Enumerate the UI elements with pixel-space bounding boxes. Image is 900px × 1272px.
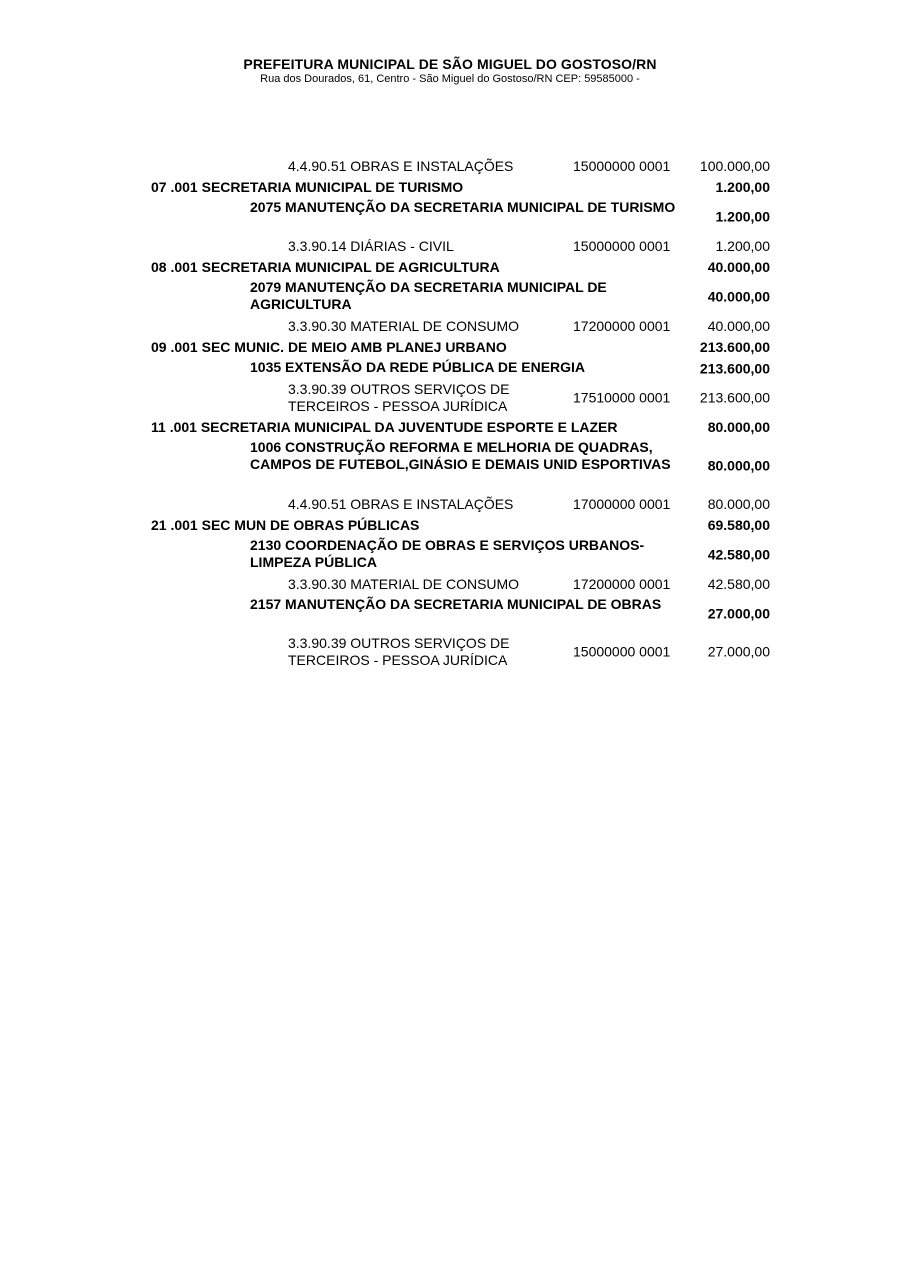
organ-description: 08 .001 SECRETARIA MUNICIPAL DE AGRICULTURA <box>151 259 500 275</box>
element-row <box>0 574 900 595</box>
element-description: 3.3.90.30 MATERIAL DE CONSUMO <box>288 576 520 592</box>
resource-source: 15000000 0001 <box>573 643 671 660</box>
amount: 1.200,00 <box>715 208 770 225</box>
amount: 42.580,00 <box>707 576 770 592</box>
element-row <box>0 494 900 515</box>
element-row <box>0 156 900 177</box>
page-address: Rua dos Dourados, 61, Centro - São Miguel do Gostoso/RN CEP: 59585000 - <box>260 73 640 85</box>
budget-table <box>0 156 900 671</box>
organ-description: 09 .001 SEC MUNIC. DE MEIO AMB PLANEJ URBANO <box>151 339 507 355</box>
action-description: 1006 CONSTRUÇÃO REFORMA E MELHORIA DE QUADRAS, CAMPOS DE FUTEBOL,GINÁSIO E DEMAIS UNID ESPORTIVAS <box>250 439 671 472</box>
organ-row <box>0 257 900 278</box>
amount: 40.000,00 <box>707 288 770 305</box>
organ-row <box>0 337 900 358</box>
amount: 80.000,00 <box>707 457 770 474</box>
amount: 42.580,00 <box>707 546 770 563</box>
action-description: 2079 MANUTENÇÃO DA SECRETARIA MUNICIPAL DE AGRICULTURA <box>250 279 607 312</box>
element-row <box>0 236 900 257</box>
amount: 69.580,00 <box>707 517 770 533</box>
element-description: 4.4.90.51 OBRAS E INSTALAÇÕES <box>288 158 514 174</box>
organ-description: 11 .001 SECRETARIA MUNICIPAL DA JUVENTUDE ESPORTE E LAZER <box>151 419 618 435</box>
resource-source: 17000000 0001 <box>573 496 671 512</box>
amount: 80.000,00 <box>707 419 770 435</box>
organ-row <box>0 177 900 198</box>
amount: 213.600,00 <box>699 389 770 406</box>
amount: 27.000,00 <box>707 605 770 622</box>
resource-source: 17510000 0001 <box>573 389 671 406</box>
page-title: PREFEITURA MUNICIPAL DE SÃO MIGUEL DO GOSTOSO/RN <box>243 56 657 72</box>
resource-source: 17200000 0001 <box>573 318 671 334</box>
action-row <box>0 595 900 633</box>
amount: 40.000,00 <box>707 259 770 275</box>
organ-description: 21 .001 SEC MUN DE OBRAS PÚBLICAS <box>151 517 420 533</box>
element-description: 3.3.90.39 OUTROS SERVIÇOS DE TERCEIROS - PESSOA JURÍDICA <box>288 635 510 668</box>
action-row <box>0 278 900 316</box>
element-description: 3.3.90.14 DIÁRIAS - CIVIL <box>288 238 454 254</box>
amount: 40.000,00 <box>707 318 770 334</box>
resource-source: 15000000 0001 <box>573 238 671 254</box>
amount: 213.600,00 <box>699 360 770 376</box>
action-row <box>0 198 900 236</box>
organ-description: 07 .001 SECRETARIA MUNICIPAL DE TURISMO <box>151 179 464 195</box>
amount: 1.200,00 <box>715 238 770 254</box>
action-row <box>0 438 900 494</box>
amount: 27.000,00 <box>707 643 770 660</box>
action-description: 2157 MANUTENÇÃO DA SECRETARIA MUNICIPAL DE OBRAS <box>250 596 662 612</box>
element-description: 3.3.90.30 MATERIAL DE CONSUMO <box>288 318 520 334</box>
organ-row <box>0 417 900 438</box>
resource-source: 17200000 0001 <box>573 576 671 592</box>
document-header <box>0 56 900 85</box>
amount: 213.600,00 <box>699 339 770 355</box>
element-row <box>0 316 900 337</box>
organ-row <box>0 515 900 536</box>
element-row <box>0 379 900 417</box>
element-row <box>0 633 900 671</box>
amount: 80.000,00 <box>707 496 770 512</box>
element-description: 4.4.90.51 OBRAS E INSTALAÇÕES <box>288 496 514 512</box>
amount: 1.200,00 <box>715 179 770 195</box>
resource-source: 15000000 0001 <box>573 158 671 174</box>
action-row <box>0 358 900 379</box>
action-description: 2130 COORDENAÇÃO DE OBRAS E SERVIÇOS URBANOS-LIMPEZA PÚBLICA <box>250 537 645 570</box>
action-description: 1035 EXTENSÃO DA REDE PÚBLICA DE ENERGIA <box>250 359 586 375</box>
action-row <box>0 536 900 574</box>
amount: 100.000,00 <box>699 158 770 174</box>
element-description: 3.3.90.39 OUTROS SERVIÇOS DE TERCEIROS - PESSOA JURÍDICA <box>288 381 510 414</box>
action-description: 2075 MANUTENÇÃO DA SECRETARIA MUNICIPAL DE TURISMO <box>250 199 676 215</box>
